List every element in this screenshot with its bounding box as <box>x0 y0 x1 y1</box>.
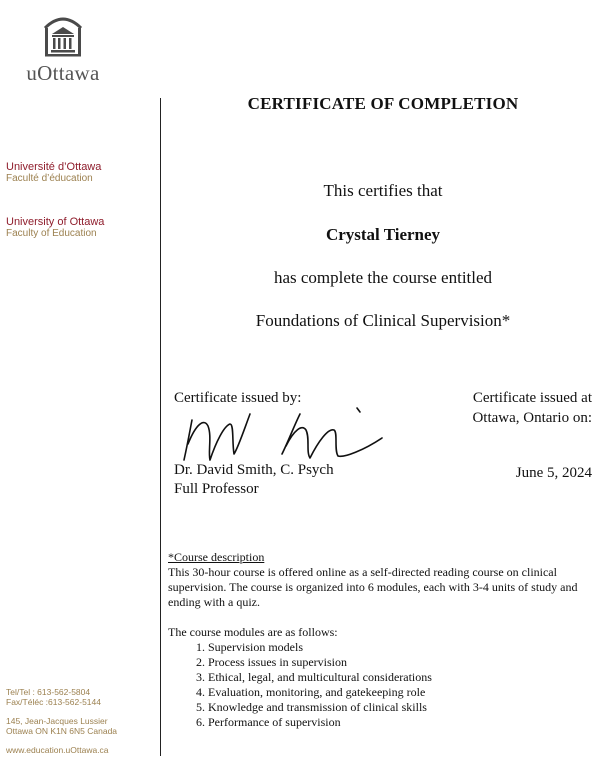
sidebar-fr-faculty: Faculté d’éducation <box>6 173 93 184</box>
certifies-text: This certifies that <box>323 181 443 200</box>
module-item: 3. Ethical, legal, and multicultural considerations <box>208 670 598 685</box>
university-logo <box>22 12 104 86</box>
module-item: 2. Process issues in supervision <box>208 655 598 670</box>
university-building-icon <box>41 12 85 58</box>
description-heading: *Course description <box>168 550 265 564</box>
module-item: 6. Performance of supervision <box>208 715 598 730</box>
sidebar-fax: Fax/Téléc :613-562-5144 <box>6 697 101 707</box>
modules-list <box>168 640 598 730</box>
course-description <box>168 550 598 730</box>
issued-at-label <box>472 388 592 428</box>
certificate-title: CERTIFICATE OF COMPLETION <box>247 94 519 113</box>
sidebar-tel: Tel/Tel : 613-562-5804 <box>6 687 91 697</box>
sidebar-phone-block <box>6 687 101 707</box>
sidebar-en-faculty: Faculty of Education <box>6 228 97 239</box>
sidebar-website-block <box>6 745 109 755</box>
signer-block <box>174 461 334 499</box>
issue-date: June 5, 2024 <box>515 465 592 481</box>
logo-wordmark: uOttawa <box>26 61 100 85</box>
sidebar-english-block <box>6 216 104 240</box>
sidebar-address-line1: 145, Jean-Jacques Lussier <box>6 716 108 726</box>
issued-by-label: Certificate issued by: <box>174 390 302 406</box>
completion-text: has complete the course entitled <box>273 268 493 287</box>
sidebar-french-block <box>6 161 101 185</box>
course-title: Foundations of Clinical Supervision* <box>255 311 511 330</box>
modules-intro: The course modules are as follows: <box>168 625 338 639</box>
issued-at-line2: Ottawa, Ontario on: <box>472 410 592 426</box>
sidebar-address-block <box>6 716 117 736</box>
signer-name: Dr. David Smith, C. Psych <box>174 462 334 478</box>
sidebar-address-line2: Ottawa ON K1N 6N5 Canada <box>6 726 118 736</box>
sidebar-en-university: University of Ottawa <box>6 216 105 228</box>
sidebar-fr-university: Université d’Ottawa <box>6 161 102 173</box>
module-item: 4. Evaluation, monitoring, and gatekeeping role <box>208 685 598 700</box>
recipient-name: Crystal Tierney <box>325 225 441 244</box>
module-item: 1. Supervision models <box>208 640 598 655</box>
signer-title: Full Professor <box>174 481 259 497</box>
module-item: 5. Knowledge and transmission of clinical skills <box>208 700 598 715</box>
issued-at-line1: Certificate issued at <box>472 390 592 406</box>
sidebar-website: www.education.uOttawa.ca <box>6 745 109 755</box>
description-body: This 30-hour course is offered online as a self-directed reading course on clinical supervision. The course is organized into 6 modules, each with 3-4 units of study and ending with a quiz. <box>168 565 578 609</box>
